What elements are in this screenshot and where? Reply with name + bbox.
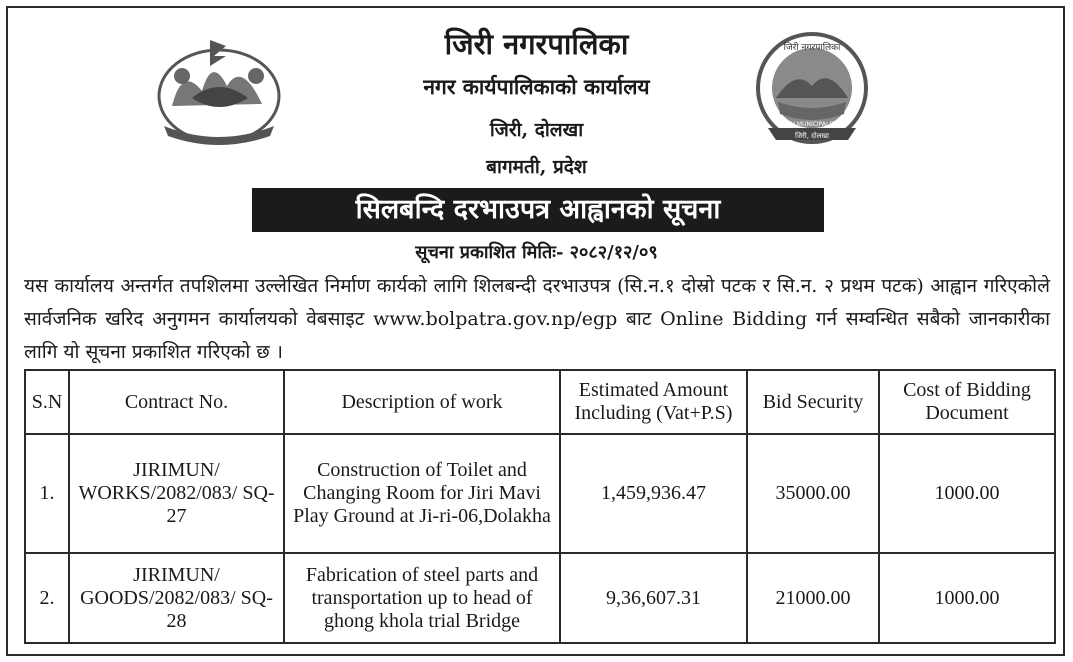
- header-contract: Contract No.: [69, 370, 284, 434]
- cell-cost: 1000.00: [879, 553, 1055, 643]
- cell-description: Fabrication of steel parts and transportation up to head of ghong khola trial Bridge: [284, 553, 560, 643]
- office-province: बागमती, प्रदेश: [486, 156, 587, 178]
- header-sn: S.N: [25, 370, 69, 434]
- office-location: जिरी, दोलखा: [489, 119, 584, 141]
- cell-bid-security: 35000.00: [747, 434, 879, 553]
- header-amount: Estimated Amount Including (Vat+P.S): [560, 370, 747, 434]
- seal-text-base: जिरी, दोलखा: [795, 132, 829, 140]
- office-name: जिरी नगरपालिका: [444, 27, 629, 61]
- table-row: [25, 434, 1055, 553]
- cell-sn: 2.: [25, 553, 69, 643]
- cell-bid-security: 21000.00: [747, 553, 879, 643]
- seal-text-top: जिरी नगरपालिका: [783, 43, 841, 53]
- header-description: Description of work: [284, 370, 560, 434]
- table-row: [25, 553, 1055, 643]
- header-cost: Cost of Bidding Document: [879, 370, 1055, 434]
- seal-text-bottom: JIRI MUNICIPALITY: [785, 121, 839, 128]
- cell-sn: 1.: [25, 434, 69, 553]
- cell-contract: JIRIMUN/ WORKS/2082/083/ SQ-27: [69, 434, 284, 553]
- notice-title: सिलबन्दि दरभाउपत्र आह्वानको सूचना: [252, 188, 824, 232]
- table-header-row: [25, 370, 1055, 434]
- office-subtitle: नगर कार्यपालिकाको कार्यालय: [423, 74, 650, 99]
- cell-cost: 1000.00: [879, 434, 1055, 553]
- cell-amount: 1,459,936.47: [560, 434, 747, 553]
- tender-table: [24, 369, 1056, 644]
- cell-contract: JIRIMUN/ GOODS/2082/083/ SQ-28: [69, 553, 284, 643]
- published-date: सूचना प्रकाशित मितिः- २०८२/१२/०९: [415, 242, 658, 263]
- header-bid-security: Bid Security: [747, 370, 879, 434]
- cell-description: Construction of Toilet and Changing Room for Jiri Mavi Play Ground at Ji-ri-06,Dolakha: [284, 434, 560, 553]
- notice-paragraph: यस कार्यालय अन्तर्गत तपशिलमा उल्लेखित निर्माण कार्यको लागि शिलबन्दी दरभाउपत्र (सि.न.१ दोस्रो पटक र सि.न. २ प्रथम पटक) आह्वान गरिएकोले सार्वजनिक खरिद अनुगमन कार्यालयको वेबसाइट www.bolpatra.gov.np/egp बाट Online Bidding गर्न सम्वन्धित सबैको जानकारीका लागि यो सूचना प्रकाशित गरिएको छ ।: [24, 275, 1050, 363]
- cell-amount: 9,36,607.31: [560, 553, 747, 643]
